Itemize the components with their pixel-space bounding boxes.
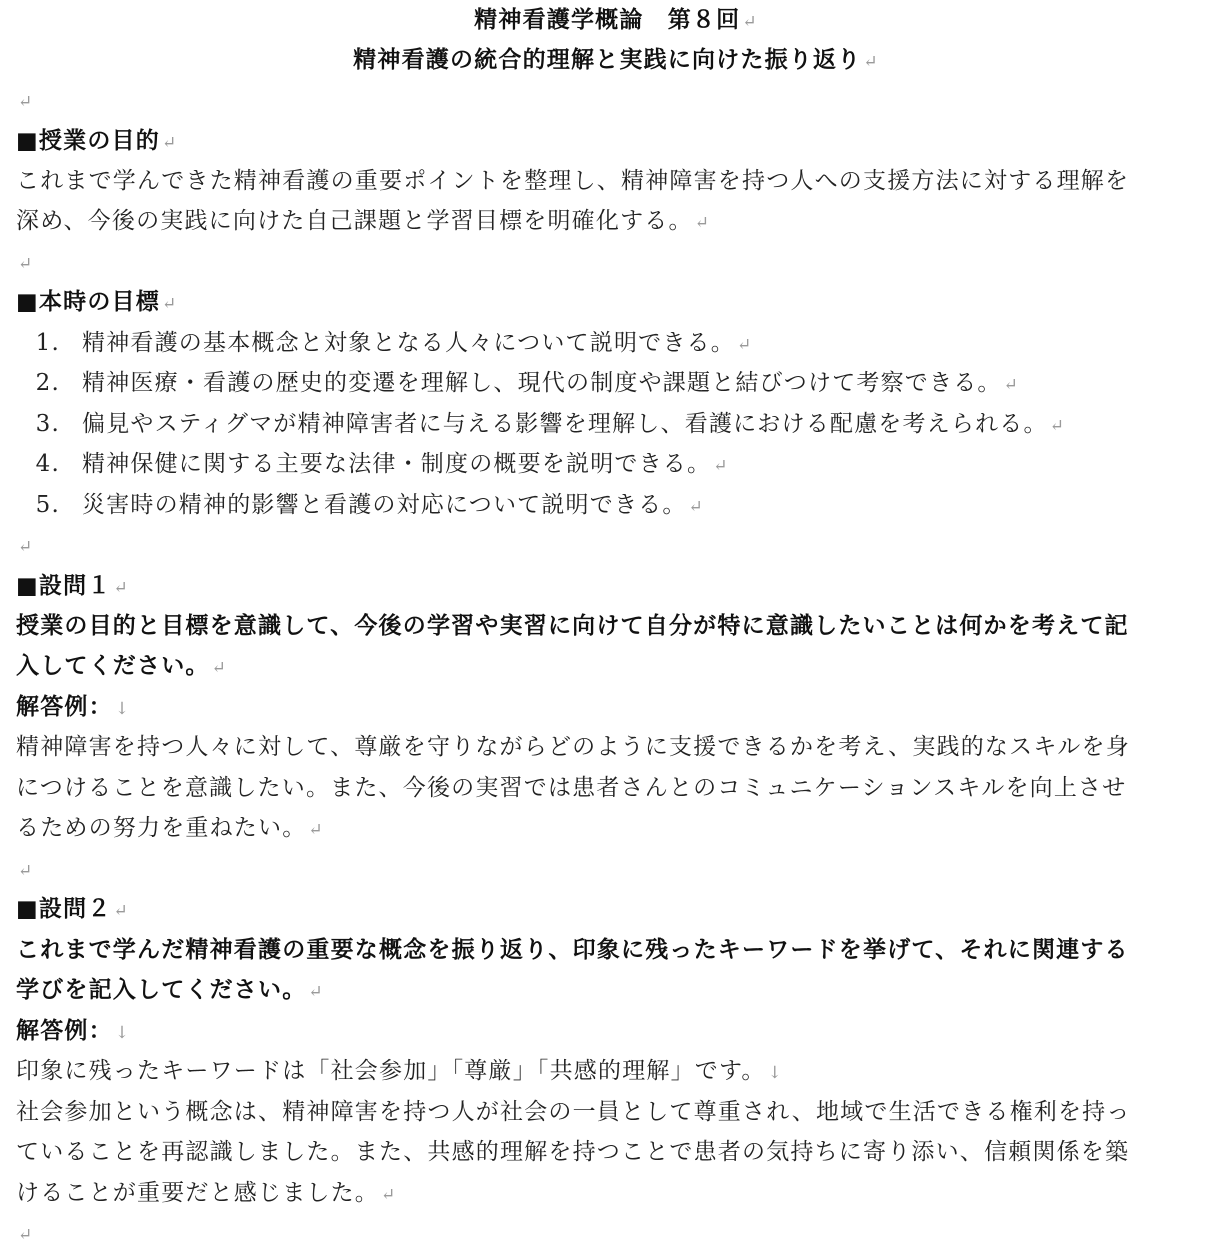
empty-paragraph	[16, 242, 1218, 282]
objective-number: 2.	[35, 370, 60, 396]
question1-heading: ■設問１ ↵	[16, 572, 129, 599]
purpose-text-line: これまで学んできた精神看護の重要ポイントを整理し、精神障害を持つ人への支援方法に対する理解を	[16, 168, 1130, 194]
paragraph-mark: ↵	[1003, 375, 1020, 395]
empty-paragraph	[16, 1213, 1218, 1245]
line-break-mark: ↓	[114, 1023, 131, 1043]
question2-answer-label: 解答例： ↓	[16, 1017, 131, 1044]
paragraph-mark: ↵	[18, 1225, 34, 1245]
question1-answer-line: 精神障害を持つ人々に対して、尊厳を守りながらどのように支援できるかを考え、実践的なスキルを身	[16, 734, 1130, 760]
paragraph-mark: ↵	[1049, 416, 1066, 436]
question2-answer-line: ていることを再認識しました。また、共感的理解を持つことで患者の気持ちに寄り添い、信頼関係を築	[16, 1139, 1130, 1165]
paragraph-mark: ↵	[18, 861, 34, 881]
objective-item: 2. 精神医療・看護の歴史的変遷を理解し、現代の制度や課題と結びつけて考察できる。 ↵	[20, 363, 1218, 403]
paragraph-mark: ↵	[18, 254, 34, 274]
objective-item: 4. 精神保健に関する主要な法律・制度の概要を説明できる。 ↵	[20, 444, 1218, 484]
question1-answer-line: るための努力を重ねたい。 ↵	[16, 815, 324, 841]
paragraph-mark: ↵	[308, 820, 324, 840]
objective-item: 5. 災害時の精神的影響と看護の対応について説明できる。 ↵	[20, 485, 1218, 525]
paragraph-mark: ↵	[713, 456, 729, 476]
question2-answer-line: けることが重要だと感じました。 ↵	[16, 1180, 397, 1206]
objective-item: 1. 精神看護の基本概念と対象となる人々について説明できる。 ↵	[20, 323, 1218, 363]
line-break-mark: ↓	[767, 1063, 784, 1083]
paragraph-mark: ↵	[742, 12, 758, 32]
purpose-heading: ■授業の目的 ↵	[16, 127, 178, 154]
paragraph-mark: ↵	[18, 537, 34, 557]
question1-prompt-line: 入してください。 ↵	[16, 652, 228, 679]
question2-answer-line: 印象に残ったキーワードは「社会参加」「尊厳」「共感的理解」です。 ↓	[16, 1058, 784, 1084]
document-title: 精神看護学概論 第８回 ↵	[474, 6, 758, 33]
empty-paragraph	[16, 80, 1218, 120]
objective-number: 3.	[35, 411, 60, 437]
empty-paragraph	[16, 849, 1218, 889]
paragraph-mark: ↵	[308, 982, 324, 1002]
empty-paragraph	[16, 525, 1218, 565]
paragraph-mark: ↵	[381, 1185, 397, 1205]
paragraph-mark: ↵	[161, 133, 178, 153]
question2-answer-line: 社会参加という概念は、精神障害を持つ人が社会の一員として尊重され、地域で生活できる権利を持っ	[16, 1099, 1131, 1125]
paragraph-mark: ↵	[18, 92, 34, 112]
objective-number: 5.	[35, 492, 60, 518]
question1-answer-label: 解答例： ↓	[16, 693, 131, 720]
paragraph-mark: ↵	[694, 213, 711, 233]
paragraph-mark: ↵	[211, 658, 228, 678]
objective-number: 4.	[35, 451, 60, 477]
paragraph-mark: ↵	[113, 578, 129, 598]
objective-number: 1.	[35, 330, 60, 356]
paragraph-mark: ↵	[863, 52, 879, 72]
paragraph-mark: ↵	[688, 497, 704, 517]
purpose-text-line: 深め、今後の実践に向けた自己課題と学習目標を明確化する。 ↵	[16, 208, 711, 234]
paragraph-mark: ↵	[113, 901, 129, 921]
question2-prompt-line: これまで学んだ精神看護の重要な概念を振り返り、印象に残ったキーワードを挙げて、それに関連する	[16, 936, 1129, 963]
paragraph-mark: ↵	[736, 335, 753, 355]
line-break-mark: ↓	[114, 699, 131, 719]
document-subtitle: 精神看護の統合的理解と実践に向けた振り返り ↵	[353, 46, 879, 73]
question1-answer-line: につけることを意識したい。また、今後の実習では患者さんとのコミュニケーションスキルを向上させ	[16, 775, 1127, 801]
objective-item: 3. 偏見やスティグマが精神障害者に与える影響を理解し、看護における配慮を考えられる。 ↵	[20, 404, 1218, 444]
question2-heading: ■設問２ ↵	[16, 895, 129, 922]
question2-prompt-line: 学びを記入してください。 ↵	[16, 976, 324, 1003]
question1-prompt-line: 授業の目的と目標を意識して、今後の学習や実習に向けて自分が特に意識したいことは何かを考えて記	[16, 612, 1129, 639]
objectives-heading: ■本時の目標 ↵	[16, 288, 178, 315]
paragraph-mark: ↵	[161, 294, 178, 314]
